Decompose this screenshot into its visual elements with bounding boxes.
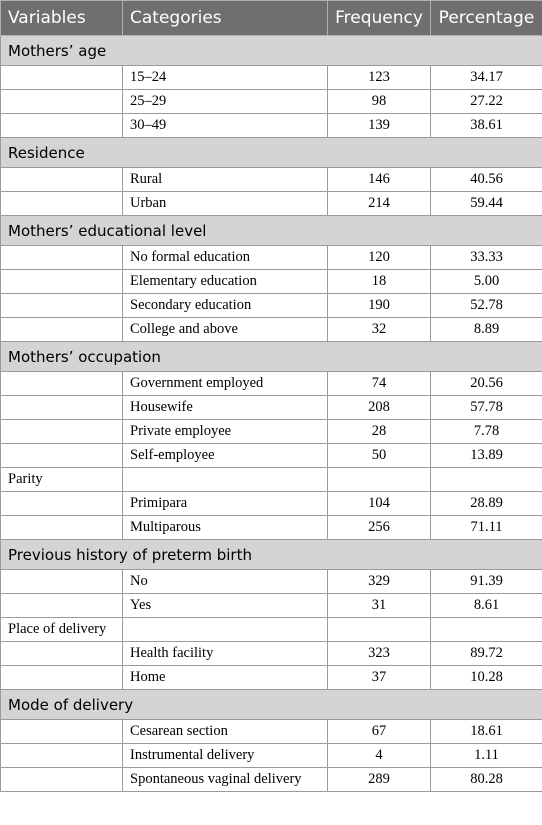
group-label: Mothers’ occupation [1,342,542,372]
table-row [1,594,542,618]
variable-cell: Parity [1,468,123,492]
category-cell: Secondary education [123,294,328,318]
percentage-cell: 71.11 [431,516,542,540]
header-categories: Categories [123,1,328,36]
frequency-cell: 98 [328,90,431,114]
category-cell [123,468,328,492]
variable-cell [1,396,123,420]
table-row [1,642,542,666]
category-cell: Cesarean section [123,720,328,744]
table-row [1,666,542,690]
percentage-cell: 8.89 [431,318,542,342]
frequency-cell: 123 [328,66,431,90]
category-cell: Yes [123,594,328,618]
frequency-cell: 4 [328,744,431,768]
variable-cell [1,444,123,468]
frequency-cell: 74 [328,372,431,396]
frequency-cell: 31 [328,594,431,618]
frequency-cell: 37 [328,666,431,690]
frequency-cell: 146 [328,168,431,192]
percentage-cell: 20.56 [431,372,542,396]
category-cell: Rural [123,168,328,192]
frequency-cell: 256 [328,516,431,540]
category-cell [123,618,328,642]
table-row [1,114,542,138]
category-cell: Government employed [123,372,328,396]
table-row [1,66,542,90]
table-row [1,720,542,744]
category-cell: Home [123,666,328,690]
group-label: Mothers’ age [1,36,542,66]
percentage-cell: 38.61 [431,114,542,138]
variable-cell [1,570,123,594]
variable-cell [1,270,123,294]
category-cell: No formal education [123,246,328,270]
percentage-cell: 5.00 [431,270,542,294]
table-row [1,444,542,468]
frequency-cell: 32 [328,318,431,342]
table-row [1,318,542,342]
percentage-cell: 10.28 [431,666,542,690]
percentage-cell: 57.78 [431,396,542,420]
variable-cell [1,420,123,444]
frequency-cell [328,468,431,492]
category-cell: Spontaneous vaginal delivery [123,768,328,792]
group-row [1,36,542,66]
variable-cell [1,192,123,216]
percentage-cell: 52.78 [431,294,542,318]
frequency-cell: 323 [328,642,431,666]
category-cell: Self-employee [123,444,328,468]
percentage-cell: 18.61 [431,720,542,744]
group-row [1,690,542,720]
table-row [1,618,542,642]
table-row [1,744,542,768]
group-label: Residence [1,138,542,168]
frequency-cell: 18 [328,270,431,294]
frequency-cell: 214 [328,192,431,216]
category-cell: 30–49 [123,114,328,138]
table-row [1,570,542,594]
frequency-cell: 329 [328,570,431,594]
frequency-cell: 139 [328,114,431,138]
category-cell: Multiparous [123,516,328,540]
percentage-cell: 33.33 [431,246,542,270]
table-row [1,372,542,396]
table-header [1,1,542,36]
header-percentage: Percentage [431,1,542,36]
percentage-cell: 8.61 [431,594,542,618]
group-label: Mode of delivery [1,690,542,720]
percentage-cell: 40.56 [431,168,542,192]
variable-cell [1,768,123,792]
category-cell: Primipara [123,492,328,516]
group-row [1,342,542,372]
table-row [1,168,542,192]
frequency-cell [328,618,431,642]
table-row [1,492,542,516]
variable-cell [1,372,123,396]
group-row [1,138,542,168]
frequency-cell: 28 [328,420,431,444]
percentage-cell [431,618,542,642]
header-frequency: Frequency [328,1,431,36]
variable-cell [1,66,123,90]
table-body [1,36,542,792]
table-row [1,270,542,294]
table-row [1,420,542,444]
percentage-cell: 1.11 [431,744,542,768]
percentage-cell [431,468,542,492]
variable-cell [1,168,123,192]
table-row [1,192,542,216]
variable-cell [1,90,123,114]
group-row [1,216,542,246]
group-label: Previous history of preterm birth [1,540,542,570]
percentage-cell: 91.39 [431,570,542,594]
percentage-cell: 34.17 [431,66,542,90]
variable-cell [1,666,123,690]
category-cell: Private employee [123,420,328,444]
frequency-cell: 50 [328,444,431,468]
table-row [1,246,542,270]
variable-cell: Place of delivery [1,618,123,642]
table-row [1,90,542,114]
frequency-cell: 67 [328,720,431,744]
variable-cell [1,246,123,270]
percentage-cell: 7.78 [431,420,542,444]
table-row [1,516,542,540]
header-row [1,1,542,36]
variable-cell [1,720,123,744]
table-row [1,768,542,792]
category-cell: Health facility [123,642,328,666]
percentage-cell: 28.89 [431,492,542,516]
category-cell: 25–29 [123,90,328,114]
percentage-cell: 13.89 [431,444,542,468]
category-cell: Housewife [123,396,328,420]
variable-cell [1,294,123,318]
frequency-cell: 289 [328,768,431,792]
frequency-cell: 120 [328,246,431,270]
frequency-cell: 208 [328,396,431,420]
category-cell: 15–24 [123,66,328,90]
category-cell: No [123,570,328,594]
table-row [1,294,542,318]
percentage-cell: 80.28 [431,768,542,792]
group-row [1,540,542,570]
percentage-cell: 27.22 [431,90,542,114]
category-cell: Elementary education [123,270,328,294]
table-row [1,468,542,492]
variable-cell [1,492,123,516]
table-row [1,396,542,420]
category-cell: Instrumental delivery [123,744,328,768]
percentage-cell: 89.72 [431,642,542,666]
percentage-cell: 59.44 [431,192,542,216]
variable-cell [1,744,123,768]
variable-cell [1,642,123,666]
category-cell: College and above [123,318,328,342]
header-variables: Variables [1,1,123,36]
variable-cell [1,516,123,540]
category-cell: Urban [123,192,328,216]
frequency-cell: 104 [328,492,431,516]
group-label: Mothers’ educational level [1,216,542,246]
variable-cell [1,594,123,618]
variable-cell [1,114,123,138]
variable-cell [1,318,123,342]
frequency-cell: 190 [328,294,431,318]
